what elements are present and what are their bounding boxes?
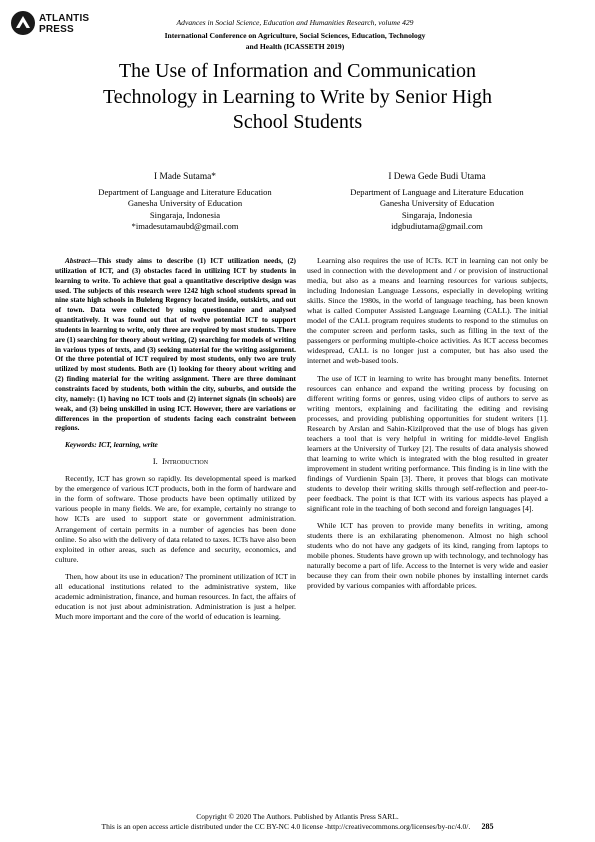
conference-line1: International Conference on Agriculture, Social Sciences, Education, Technology bbox=[164, 31, 426, 40]
license-text: This is an open access article distributed under the CC BY-NC 4.0 license -http://creativecommons.org/licenses/by-nc/4.0/. bbox=[101, 822, 471, 831]
abstract-label: Abstract— bbox=[65, 256, 98, 265]
right-column bbox=[307, 256, 548, 599]
author-1 bbox=[70, 172, 300, 233]
abstract-text: This study aims to describe (1) ICT utilization needs, (2) utilization of ICT, and (3) obstacles faced in utilizing ICT by students in learning to write. To achieve that goal a quantitative descriptive design was used. The subjects of this research were 1242 high school students spread in nine state high schools in Buleleng Regency located inside, outskirts, and out of town. Data were collected by using questionnaire and analysed quantitatively. It was found out that of twelve potential ICT to support students in learning to write, only three are required by most students. There are (1) searching for theory about writing, (2) searching for models of writing in various types of texts, and (3) seeking material for the writing assignment. Of the three potential of ICT required by most students, only two are truly utilized by most students. Both are (1) looking for theory about writing and (2) finding material for the writing assignment. There are three dominant constraints faced by students, both within the city, suburbs, and outside the city, namely: (1) having no ICT tools and (2) internet signals (in schools) are weak, and (3) being unskilled in using ICT. However, there are variations or differences in the proportion of students facing each constraint between regions. bbox=[55, 256, 296, 433]
paper-title bbox=[40, 59, 555, 136]
author-2-email: idgbudiutama@gmail.com bbox=[391, 221, 483, 232]
atlantis-press-logo bbox=[10, 10, 120, 42]
author-1-name: I Made Sutama* bbox=[154, 172, 216, 182]
author-2-city: Singaraja, Indonesia bbox=[401, 209, 473, 220]
keywords-text: ICT, learning, write bbox=[98, 440, 158, 450]
title-line1: The Use of Information and Communication bbox=[118, 60, 477, 82]
author-1-city: Singaraja, Indonesia bbox=[149, 209, 221, 220]
left-column bbox=[55, 256, 296, 629]
author-1-email: *imadesutamaubd@gmail.com bbox=[131, 221, 239, 232]
author-1-dept: Department of Language and Literature Education bbox=[98, 186, 272, 197]
journal-header: Advances in Social Science, Education and Humanities Research, volume 429 bbox=[176, 18, 414, 27]
section-number: I. bbox=[152, 457, 158, 467]
logo-line2: PRESS bbox=[39, 24, 74, 35]
abstract bbox=[55, 256, 296, 433]
author-2-univ: Ganesha University of Education bbox=[379, 198, 495, 209]
author-2 bbox=[322, 172, 552, 233]
logo-wordmark bbox=[39, 13, 89, 35]
footer bbox=[40, 812, 555, 832]
keywords bbox=[55, 440, 296, 450]
license-line bbox=[40, 822, 555, 832]
author-2-dept: Department of Language and Literature Education bbox=[350, 186, 524, 197]
atlantis-logo-icon bbox=[10, 10, 36, 36]
keywords-label: Keywords: bbox=[65, 440, 97, 450]
author-1-univ: Ganesha University of Education bbox=[127, 198, 243, 209]
page-number: 285 bbox=[481, 822, 494, 831]
copyright-line: Copyright © 2020 The Authors. Published by Atlantis Press SARL. bbox=[196, 812, 399, 821]
right-paragraph-3: While ICT has proven to provide many benefits in writing, among students there is an exhilarating phenomenon. Almost no high school students who do not have any gadgets of its kind, ranging from laptops to mobile phones. Students have grown up with technology, and technology has naturally become a part of life. Access to the Internet is very wide and easier because they can from their own nobile phones by installing internet cards provided by various companies with affordable prices. bbox=[307, 521, 548, 591]
author-2-name: I Dewa Gede Budi Utama bbox=[388, 172, 486, 182]
title-line2: Technology in Learning to Write by Senior High bbox=[102, 85, 492, 108]
title-line3: School Students bbox=[232, 111, 363, 133]
logo-line1: ATLANTIS bbox=[39, 13, 90, 24]
left-paragraph-1: Recently, ICT has grown so rapidly. Its developmental speed is marked by the emergence of various ICT products, both in the form of hardware and in the form of software. Those products have been optimally utilized by various people in many fields. We are, for example, certainly no strange to how ICTs are used to support state or government administration. Arrangement of certain permits in a number of agencies has been done online. So also with the delivery of data related to taxes. ICTs have also been exploited in other areas, such as defence and security, economics, and culture. bbox=[55, 474, 296, 564]
section-heading-introduction bbox=[55, 457, 296, 467]
right-paragraph-2: The use of ICT in learning to write has brought many benefits. Internet resources can enhance and expand the writing process by focusing on different writing forms or genres, using video clips of authors to serve as writing mentors, explaining and facilitating the editing and revising processes, and providing publishing opportunities for student writers [1]. Research by Arslan and Sahin-Kizilproved that the use of blogs has given teachers a tool that is very helpful in writing for middle-level English learners at the University of Turkey [2]. The results of data analysis showed that learning to write which is integrated with the blog resulted in greater improvement in student writing performance. This finding is in line with the findings of Vurdienin Spain [3]. There, it proves that blogs can motivate students to develop their writing skills through self-reflection and peer-to-peer feedback. The point is that ICT with its various aspects has played a significant role in the teaching of both second and foreign languages [4]. bbox=[307, 373, 548, 514]
conference-line2: and Health (ICASSETH 2019) bbox=[245, 42, 345, 51]
right-paragraph-1: Learning also requires the use of ICTs. ICT in learning can not only be used in connection with the development and / or provision of instructional media, but also as a means and learning resources for various subjects, including Indonesian Language Lessons, especially in developing writing skills. Since the 1980s, in the world of language teaching, has been known what is called Computer Assisted Language Learning (CALL). The initial model of the CALL program requires students to respond to the stimulus on the computer screen and perform tasks, such as filling in the text of the passengers or performing multiple-choice activities. As ICT access becomes widespread, CALL is no longer just a computer, but has also used the internet and web-based tools. bbox=[307, 256, 548, 366]
conference-header bbox=[130, 30, 460, 52]
section-title: Introduction bbox=[161, 457, 209, 467]
left-paragraph-2: Then, how about its use in education? The prominent utilization of ICT in all educational institutions related to the administrative system, like academic administration, finance, and human resources. In fact, the affairs of education is not just about administration. Administration is just a helper. Much more important and the core of the world of education is learning. bbox=[55, 571, 296, 621]
